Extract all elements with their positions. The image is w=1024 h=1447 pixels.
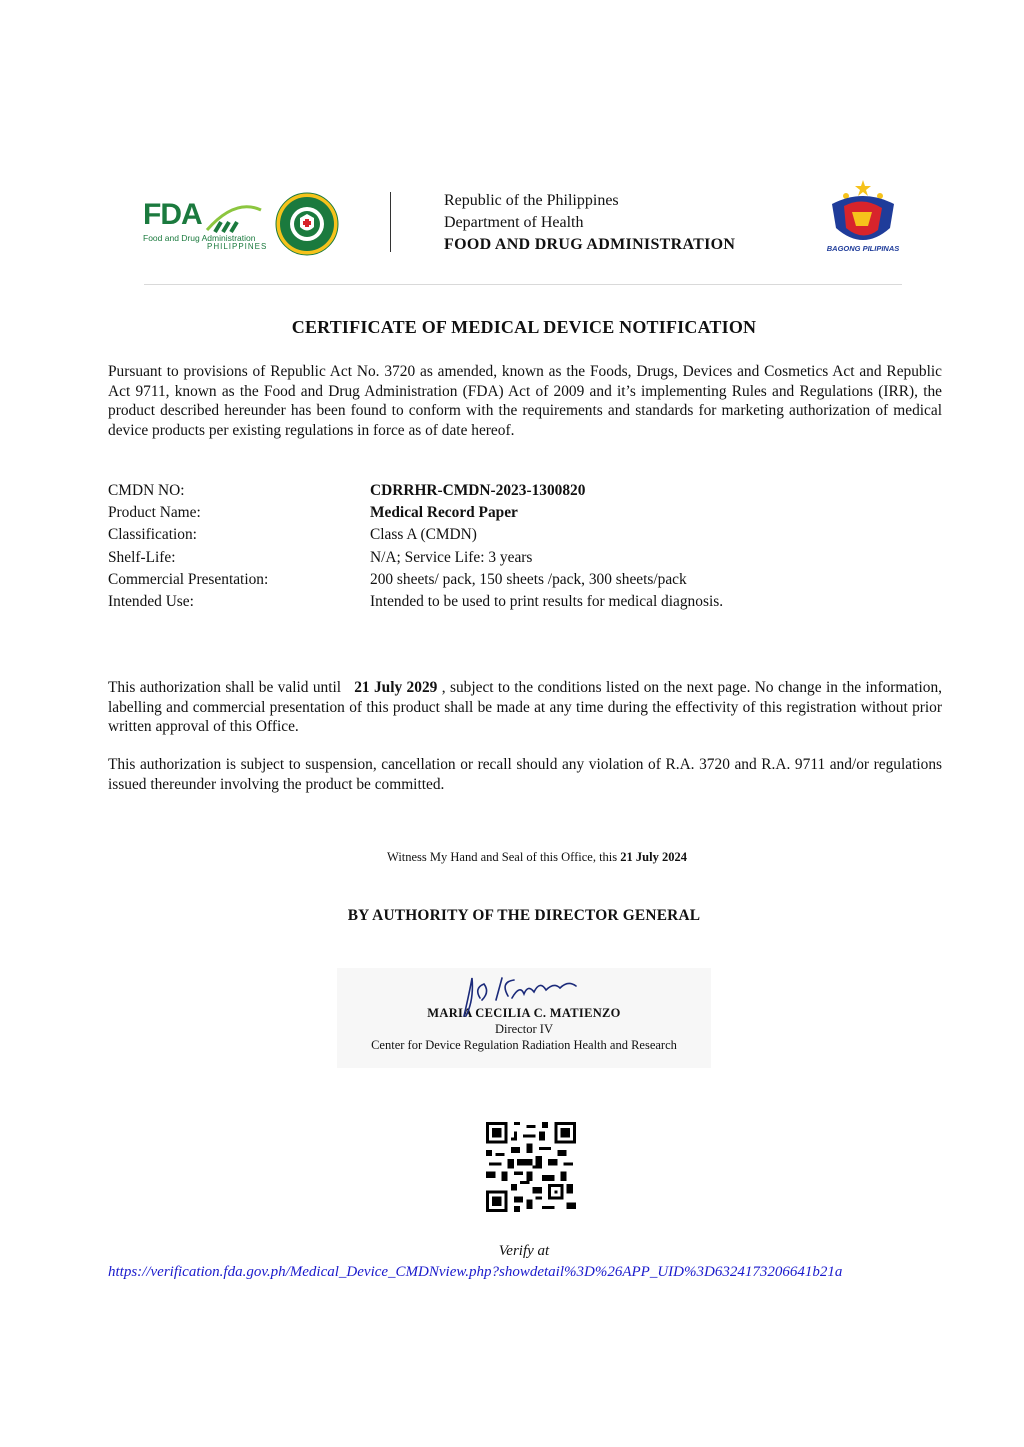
validity-suffix: , subject to the conditions listed on the next page. No change in the information, labelling and commercial presentation of this product shall be made at any time during the effectivity of this registration without prior written approval of this Office. (108, 679, 942, 735)
verification-link[interactable]: https://verification.fda.gov.ph/Medical_Device_CMDNview.php?showdetail%3D%26APP_UID%3D6324173206641b21a (108, 1264, 843, 1280)
detail-label: Intended Use: (108, 592, 194, 610)
fda-logo (143, 196, 268, 254)
bagong-pilipinas-text: BAGONG PILIPINAS (826, 244, 900, 253)
intro-paragraph: Pursuant to provisions of Republic Act No. 3720 as amended, known as the Foods, Drugs, Devices and Cosmetics Act and Republic Act 9711, known as the Food and Drug Administration (FDA) Act of 2009 and it’s implementing Rules and Regulations (IRR), the product described hereunder has been found to conform with the requirements and standards for marketing authorization of medical device products per existing regulations in force as of date hereof. (108, 363, 942, 439)
signatory-office: Center for Device Regulation Radiation Health and Research (371, 1038, 677, 1052)
witness-line (0, 850, 1024, 865)
header-line-agency: FOOD AND DRUG ADMINISTRATION (444, 236, 736, 253)
detail-label: Commercial Presentation: (108, 570, 269, 588)
fda-logo-country: PHILIPPINES (207, 242, 268, 251)
header-divider (390, 192, 391, 252)
fda-logo-subtitle: Food and Drug Administration (143, 233, 256, 243)
shelf-life-value: N/A; Service Life: 3 years (370, 548, 533, 566)
validity-prefix: This authorization shall be valid until (108, 679, 342, 696)
classification-value: Class A (CMDN) (370, 526, 477, 544)
authority-line: BY AUTHORITY OF THE DIRECTOR GENERAL (347, 907, 701, 924)
fda-logo-word: FDA (143, 198, 202, 231)
header-rule (144, 284, 902, 285)
detail-label: Product Name: (108, 504, 201, 522)
signatory-name: MARIA CECILIA C. MATIENZO (427, 1006, 621, 1020)
bagong-pilipinas-logo (822, 178, 904, 258)
header-line-department: Department of Health (444, 214, 584, 231)
witness-date: 21 July 2024 (620, 850, 687, 864)
cmdn-number: CDRRHR-CMDN-2023-1300820 (370, 482, 586, 499)
detail-label: CMDN NO: (108, 482, 185, 499)
verify-label: Verify at (498, 1243, 550, 1259)
fda-logo-swoosh-icon (205, 204, 263, 234)
product-name: Medical Record Paper (370, 504, 518, 522)
signature-icon (450, 970, 590, 1020)
witness-text: Witness My Hand and Seal of this Office, this (387, 850, 618, 864)
agency-header (444, 190, 735, 256)
detail-label: Shelf-Life: (108, 548, 176, 566)
doh-seal (275, 192, 339, 256)
header-line-republic: Republic of the Philippines (444, 192, 619, 209)
signatory-title: Director IV (495, 1022, 553, 1036)
detail-label: Classification: (108, 526, 197, 544)
validity-date: 21 July 2029 (354, 679, 438, 696)
validity-paragraph (108, 678, 942, 737)
suspension-paragraph: This authorization is subject to suspension, cancellation or recall should any violation of R.A. 3720 and R.A. 9711 and/or regulations issued thereunder involving the product be committed. (108, 756, 942, 793)
intended-use-value: Intended to be used to print results for medical diagnosis. (370, 592, 724, 610)
certificate-title: CERTIFICATE OF MEDICAL DEVICE NOTIFICATION (291, 317, 757, 337)
qr-code[interactable] (486, 1122, 576, 1212)
doh-seal-icon (275, 192, 339, 256)
commercial-presentation-value: 200 sheets/ pack, 150 sheets /pack, 300 sheets/pack (370, 570, 687, 588)
